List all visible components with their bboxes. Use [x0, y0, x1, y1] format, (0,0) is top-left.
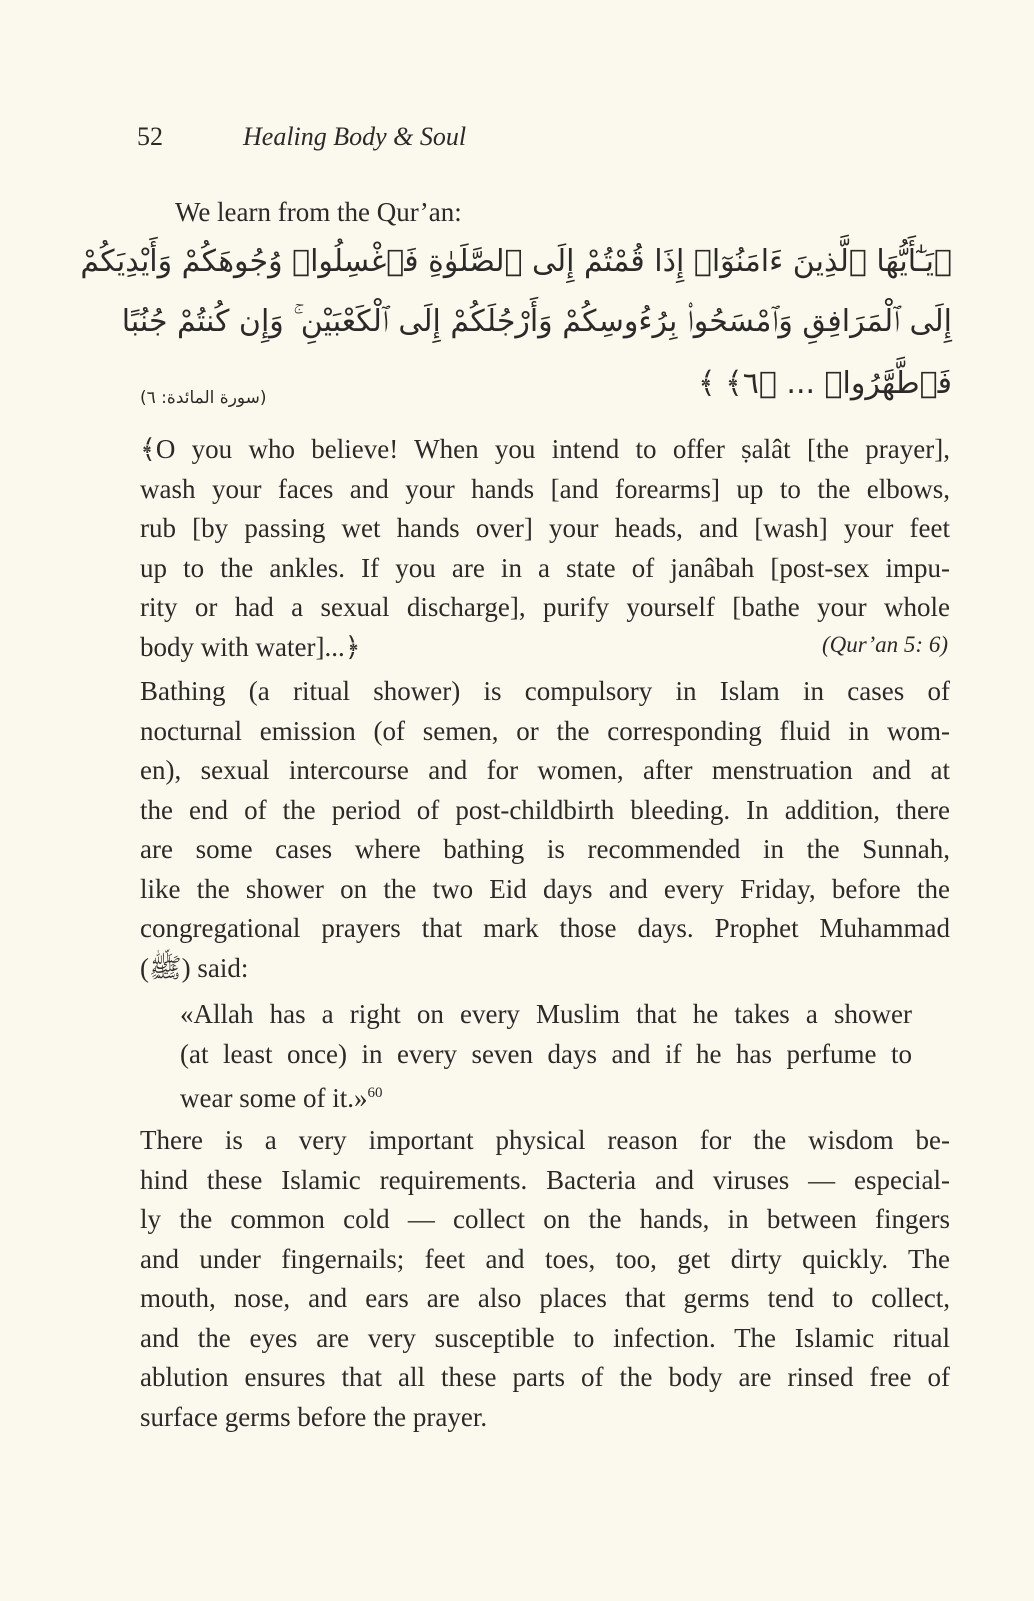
para1-line: nocturnal emission (of semen, or the corresponding fluid in wom- [140, 715, 950, 746]
para2-line: and the eyes are very susceptible to infection. The Islamic ritual [140, 1322, 950, 1353]
translation-line: body with water]...﴿ [140, 631, 361, 662]
para2-line: ly the common cold — collect on the hands, in between fingers [140, 1204, 950, 1234]
arabic-verse-line-2: إِلَى ٱلْمَرَافِقِ وَٱمْسَحُوا۟ بِرُءُوسِكُمْ وَأَرْجُلَكُمْ إِلَى ٱلْكَعْبَيْنِ ۚ وَإِن كُنتُمْ جُنُبًا [121, 304, 952, 339]
para1-line: are some cases where bathing is recommended in the Sunnah, [140, 834, 950, 864]
quran-citation: (Qur’an 5: 6) [821, 632, 948, 657]
para2-line: hind these Islamic requirements. Bacteria and viruses — especial- [140, 1164, 950, 1195]
hadith-line: «Allah has a right on every Muslim that he takes a shower [180, 999, 912, 1029]
footnote-reference[interactable]: 60 [367, 1085, 383, 1101]
translation-line: rub [by passing wet hands over] your heads, and [wash] your feet [140, 513, 950, 543]
translation-line: rity or had a sexual discharge], purify yourself [bathe your whole [140, 592, 950, 622]
page-number: 52 [137, 122, 163, 151]
running-title: Healing Body & Soul [243, 122, 467, 151]
intro-text: We learn from the Qur’an: [175, 197, 462, 227]
para2-line: mouth, nose, and ears are also places that germs tend to collect, [140, 1283, 950, 1313]
translation-line: up to the ankles. If you are in a state of janâbah [post-sex impu- [140, 552, 950, 583]
para1-line: like the shower on the two Eid days and every Friday, before the [140, 873, 950, 904]
surah-reference: (سورة المائدة: ٦) [140, 388, 267, 408]
para1-line: (ﷺ) said: [140, 952, 249, 983]
para2-line: ablution ensures that all these parts of the body are rinsed free of [140, 1362, 950, 1392]
para1-line: congregational prayers that mark those days. Prophet Muhammad [140, 913, 950, 943]
arabic-verse-line-3: فَٱطَّهَّرُوا۟ ... ﴿٦﴾ ﴾ [698, 366, 952, 401]
para2-line: surface germs before the prayer. [140, 1401, 488, 1432]
hadith-line: (at least once) in every seven days and if he has perfume to [180, 1038, 912, 1069]
para1-line: en), sexual intercourse and for women, after menstruation and at [140, 755, 950, 785]
hadith-line: wear some of it.»$^{60}$ [180, 1083, 383, 1113]
para2-line: There is a very important physical reason for the wisdom be- [140, 1125, 950, 1155]
translation-line: ﴾O you who believe! When you intend to offer ṣalât [the prayer], [140, 434, 950, 464]
para2-line: and under fingernails; feet and toes, too, get dirty quickly. The [140, 1243, 950, 1274]
arabic-verse-line-1: ﴿يَـٰٓأَيُّهَا ٱلَّذِينَ ءَامَنُوٓا۟ إِذَا قُمْتُمْ إِلَى ٱلصَّلَوٰةِ فَٱغْسِلُوا۟ وُجُوهَكُمْ وَأَيْدِيَكُمْ [80, 244, 952, 279]
para1-line: the end of the period of post-childbirth bleeding. In addition, there [140, 794, 950, 825]
para1-line: Bathing (a ritual shower) is compulsory in Islam in cases of [140, 676, 950, 706]
translation-line: wash your faces and your hands [and forearms] up to the elbows, [140, 473, 950, 504]
